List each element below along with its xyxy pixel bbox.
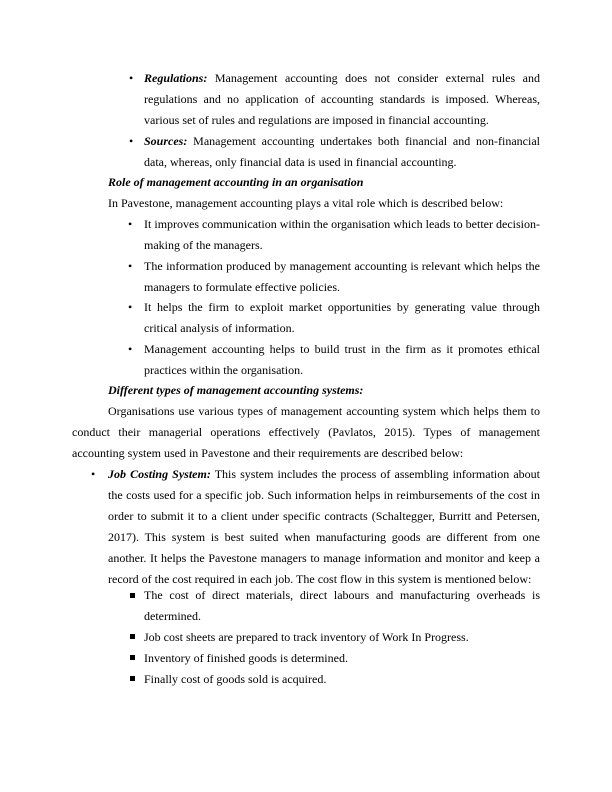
list-item: Inventory of finished goods is determined. — [144, 651, 348, 665]
sources-label: Sources: — [144, 134, 188, 148]
list-item: It improves communication within the organisation which leads to better decision-making of the managers. — [144, 217, 540, 252]
bullet-icon: • — [128, 259, 133, 273]
bullet-icon: • — [128, 217, 133, 231]
list-item: Management accounting helps to build trust in the firm as it promotes ethical practices within the organisation. — [144, 342, 540, 377]
list-item: It helps the firm to exploit market opportunities by generating value through critical analysis of information. — [144, 300, 540, 335]
regulations-label: Regulations: — [144, 71, 208, 85]
bullet-icon: • — [129, 71, 134, 85]
list-item: The cost of direct materials, direct labours and manufacturing overheads is determined. — [144, 588, 540, 623]
types-heading: Different types of management accounting systems: — [108, 383, 364, 397]
square-bullet-icon — [130, 655, 135, 660]
bullet-icon: • — [91, 467, 96, 481]
regulations-paragraph — [144, 68, 540, 131]
square-bullet-icon — [130, 593, 135, 598]
bullet-icon: • — [128, 342, 133, 356]
job-costing-text: This system includes the process of assembling information about the costs used for a specific job. Such information helps in reimbursements of the cost in order to submit it to a client under specific contracts (Schaltegger, Burritt and Petersen, 2017). This system is best suited when manufacturing goods are different from one another. It helps the Pavestone managers to manage information and monitor and keep a record of the cost required in each job. The cost flow in this system is mentioned below: — [108, 467, 540, 586]
sources-text: Management accounting undertakes both financial and non-financial data, whereas, only financial data is used in financial accounting. — [144, 134, 540, 169]
job-costing-paragraph — [108, 464, 540, 590]
regulations-text: Management accounting does not consider external rules and regulations and no application of accounting standards is imposed. Whereas, various set of rules and regulations are imposed in financial accounting. — [144, 71, 540, 127]
types-intro-paragraph: Organisations use various types of management accounting system which helps them to conduct their managerial operations effectively (Pavlatos, 2015). Types of management accounting system used in Pavestone and their requirements are described below: — [72, 404, 540, 460]
sources-paragraph — [144, 131, 540, 173]
list-item: Job cost sheets are prepared to track inventory of Work In Progress. — [144, 630, 469, 644]
bullet-icon: • — [128, 300, 133, 314]
list-item: The information produced by management accounting is relevant which helps the managers to formulate effective policies. — [144, 259, 540, 294]
bullet-icon: • — [129, 134, 134, 148]
square-bullet-icon — [130, 634, 135, 639]
role-intro: In Pavestone, management accounting plays a vital role which is described below: — [108, 196, 504, 210]
square-bullet-icon — [130, 676, 135, 681]
role-heading: Role of management accounting in an organisation — [108, 175, 364, 189]
job-costing-label: Job Costing System: — [108, 467, 211, 481]
list-item: Finally cost of goods sold is acquired. — [144, 672, 327, 686]
